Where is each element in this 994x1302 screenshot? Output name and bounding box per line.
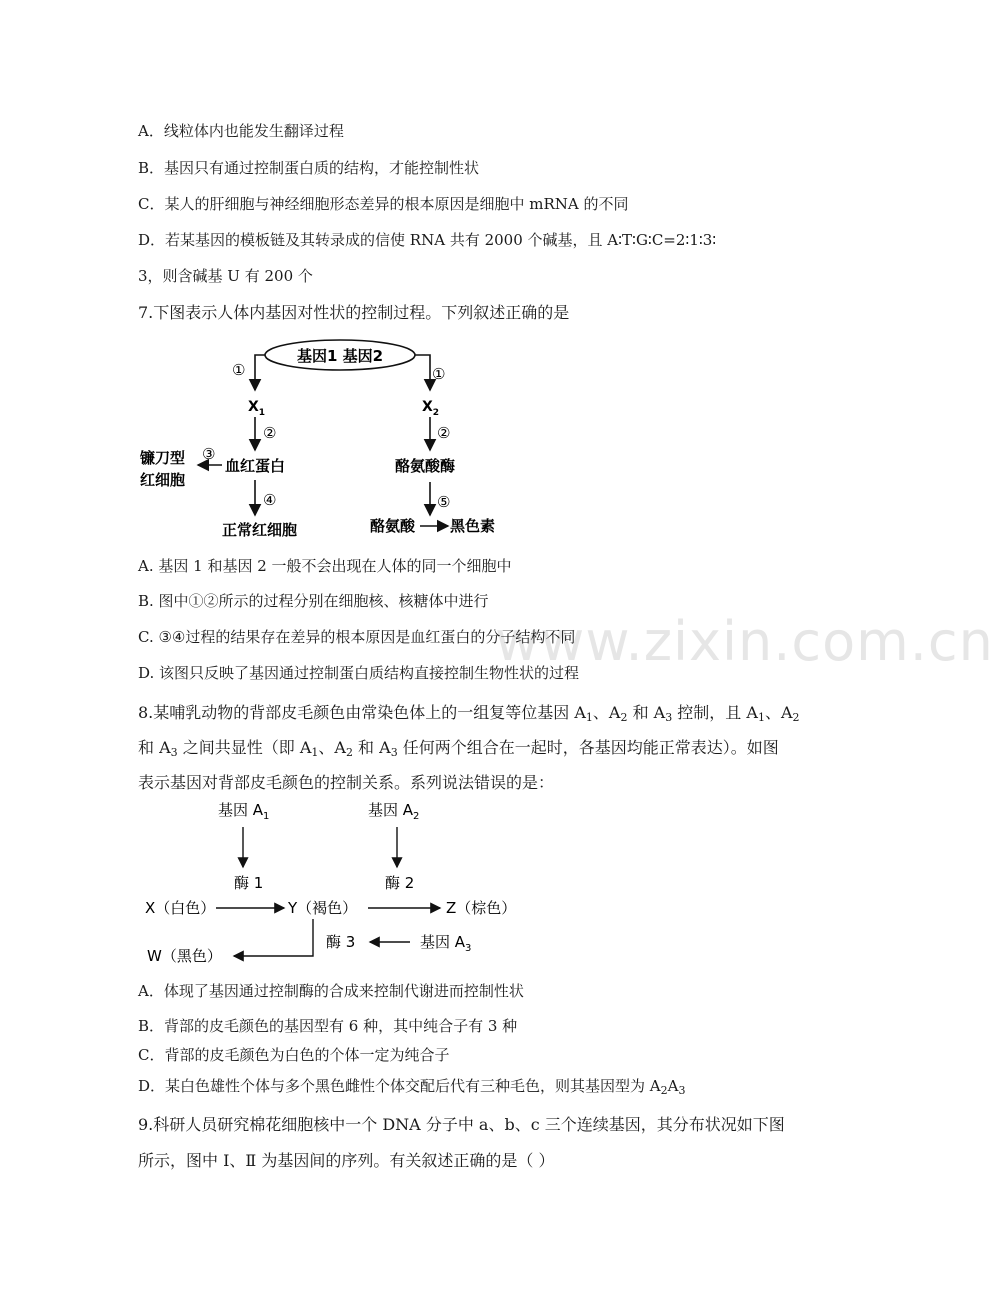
gene-a1: 基因 $A_1$ (218, 801, 270, 822)
q7-diagram (0, 335, 920, 555)
q6-option-b: B．基因只有通过控制蛋白质的结构，才能控制性状 (138, 159, 480, 177)
q8-option-b: B．背部的皮毛颜色的基因型有 6 种，其中纯合子有 3 种 (138, 1017, 518, 1035)
enzyme-3: 酶 3 (326, 933, 356, 951)
x2-label: $X_2$ (422, 399, 440, 418)
q6-option-d-cont: 3，则含碱基 U 有 200 个 (138, 267, 313, 285)
melanin: 黑色素 (450, 517, 496, 535)
step3: ③ (202, 445, 216, 463)
genes-label: 基因1 基因2 (296, 347, 384, 365)
q8-diagram (0, 795, 920, 975)
x1-label: $X_1$ (248, 399, 266, 418)
q8-option-a: A．体现了基因通过控制酶的合成来控制代谢进而控制性状 (138, 982, 524, 1000)
q8-option-c: C．背部的皮毛颜色为白色的个体一定为纯合子 (138, 1046, 450, 1064)
q7-option-d: D. 该图只反映了基因通过控制蛋白质结构直接控制生物性状的过程 (138, 664, 580, 682)
step1-left: ① (232, 361, 246, 379)
sickle-cell-line2: 红细胞 (140, 471, 186, 489)
q7-stem: 7.下图表示人体内基因对性状的控制过程。下列叙述正确的是 (138, 303, 570, 322)
normal-rbc: 正常红细胞 (222, 521, 298, 539)
gene-a3: 基因 $A_3$ (420, 933, 472, 954)
watermark: www.zixin.com.cn (495, 610, 994, 673)
q6-option-d: D．若某基因的模板链及其转录成的信使 RNA 共有 2000 个碱基，且 A∶T∶G∶C=2∶1∶3∶ (138, 231, 717, 249)
step1-right: ① (432, 365, 446, 383)
q8-option-d: D．某白色雄性个体与多个黑色雌性个体交配后代有三种毛色，则其基因型为 $A_2A_3$ (138, 1077, 686, 1097)
step2-left: ② (263, 424, 277, 442)
q6-option-c: C．某人的肝细胞与神经细胞形态差异的根本原因是细胞中 mRNA 的不同 (138, 195, 629, 213)
q7-option-c: C. ③④过程的结果存在差异的根本原因是血红蛋白的分子结构不同 (138, 628, 576, 646)
q8-stem-line1: 8.某哺乳动物的背部皮毛颜色由常染色体上的一组复等位基因 $A_1$、$A_2$ 和 $A_3$ 控制，且 $A_1$、$A_2$ (138, 703, 800, 724)
q8-stem-line2: 和 $A_3$ 之间共显性（即 $A_1$、$A_2$ 和 $A_3$ 任何两个组合在一起时，各基因均能正常表达）。如图 (138, 738, 779, 759)
enzyme-2: 酶 2 (385, 874, 415, 892)
q8-stem-line3: 表示基因对背部皮毛颜色的控制关系。系列说法错误的是： (138, 773, 555, 792)
sickle-cell-line1: 镰刀型 (140, 449, 186, 467)
gene-a2: 基因 $A_2$ (368, 801, 420, 822)
q6-option-a: A．线粒体内也能发生翻译过程 (138, 122, 344, 140)
step2-right: ② (437, 424, 451, 442)
compound-x: X（白色） (145, 899, 216, 917)
tyrosine: 酪氨酸 (370, 517, 416, 535)
compound-z: Z（棕色） (446, 899, 517, 917)
compound-y: Y（褐色） (288, 899, 358, 917)
q9-stem-line2: 所示，图中 Ⅰ、Ⅱ 为基因间的序列。有关叙述正确的是（ ） (138, 1151, 555, 1170)
q7-option-b: B. 图中①②所示的过程分别在细胞核、核糖体中进行 (138, 592, 489, 610)
enzyme-1: 酶 1 (234, 874, 264, 892)
step5: ⑤ (437, 493, 451, 511)
q7-option-a: A. 基因 1 和基因 2 一般不会出现在人体的同一个细胞中 (138, 557, 512, 575)
hemoglobin: 血红蛋白 (225, 457, 286, 475)
step4: ④ (263, 491, 277, 509)
q9-stem-line1: 9.科研人员研究棉花细胞核中一个 DNA 分子中 a、b、c 三个连续基因，其分布状况如下图 (138, 1115, 785, 1134)
tyrosinase: 酪氨酸酶 (395, 457, 456, 475)
compound-w: W（黑色） (147, 947, 222, 965)
